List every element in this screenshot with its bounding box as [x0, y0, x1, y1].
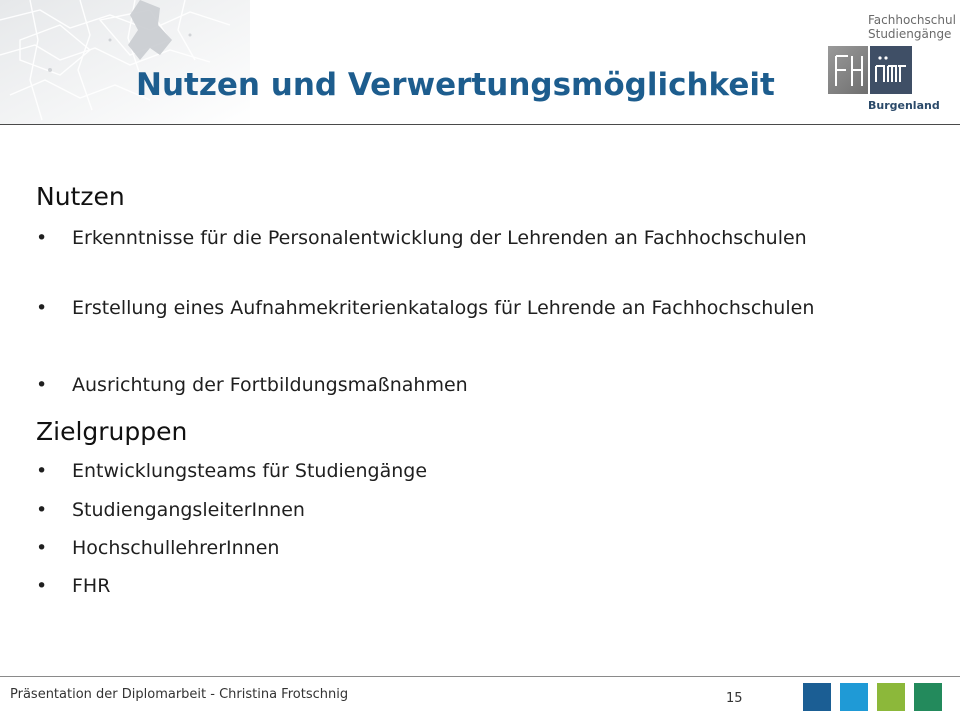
- logo-text-line3: Burgenland: [868, 99, 940, 112]
- header-divider: [0, 124, 960, 125]
- bullet-item: • HochschullehrerInnen: [36, 536, 872, 561]
- bullet-item: • FHR: [36, 574, 872, 599]
- logo-text-line1: Fachhochschul: [868, 13, 956, 27]
- bullet-item: • StudiengangsleiterInnen: [36, 498, 872, 523]
- logo-amt-mark: [870, 46, 912, 94]
- page-number: 15: [726, 691, 743, 706]
- fh-monogram-icon: [828, 46, 868, 94]
- color-square-1: [803, 683, 831, 711]
- footer-divider: [0, 676, 960, 677]
- section-heading-zielgruppen: Zielgruppen: [36, 417, 188, 446]
- footer-color-squares: [803, 683, 951, 713]
- color-square-4: [914, 683, 942, 711]
- footer-caption: Präsentation der Diplomarbeit - Christina Frotschnig: [10, 687, 349, 702]
- slide-title: Nutzen und Verwertungsmöglichkeit: [136, 67, 775, 103]
- color-square-2: [840, 683, 868, 711]
- bullet-item: • Erstellung eines Aufnahmekriterienkatalogs für Lehrende an Fachhochschulen: [36, 296, 872, 321]
- bullet-item: • Erkenntnisse für die Personalentwicklung der Lehrenden an Fachhochschulen: [36, 226, 872, 251]
- logo-text-line2: Studiengänge: [868, 27, 952, 41]
- bullet-item: • Ausrichtung der Fortbildungsmaßnahmen: [36, 373, 872, 398]
- logo-fh-mark: [828, 46, 868, 94]
- color-square-3: [877, 683, 905, 711]
- bullet-item: • Entwicklungsteams für Studiengänge: [36, 459, 872, 484]
- section-heading-nutzen: Nutzen: [36, 182, 125, 211]
- amt-monogram-icon: [870, 46, 912, 94]
